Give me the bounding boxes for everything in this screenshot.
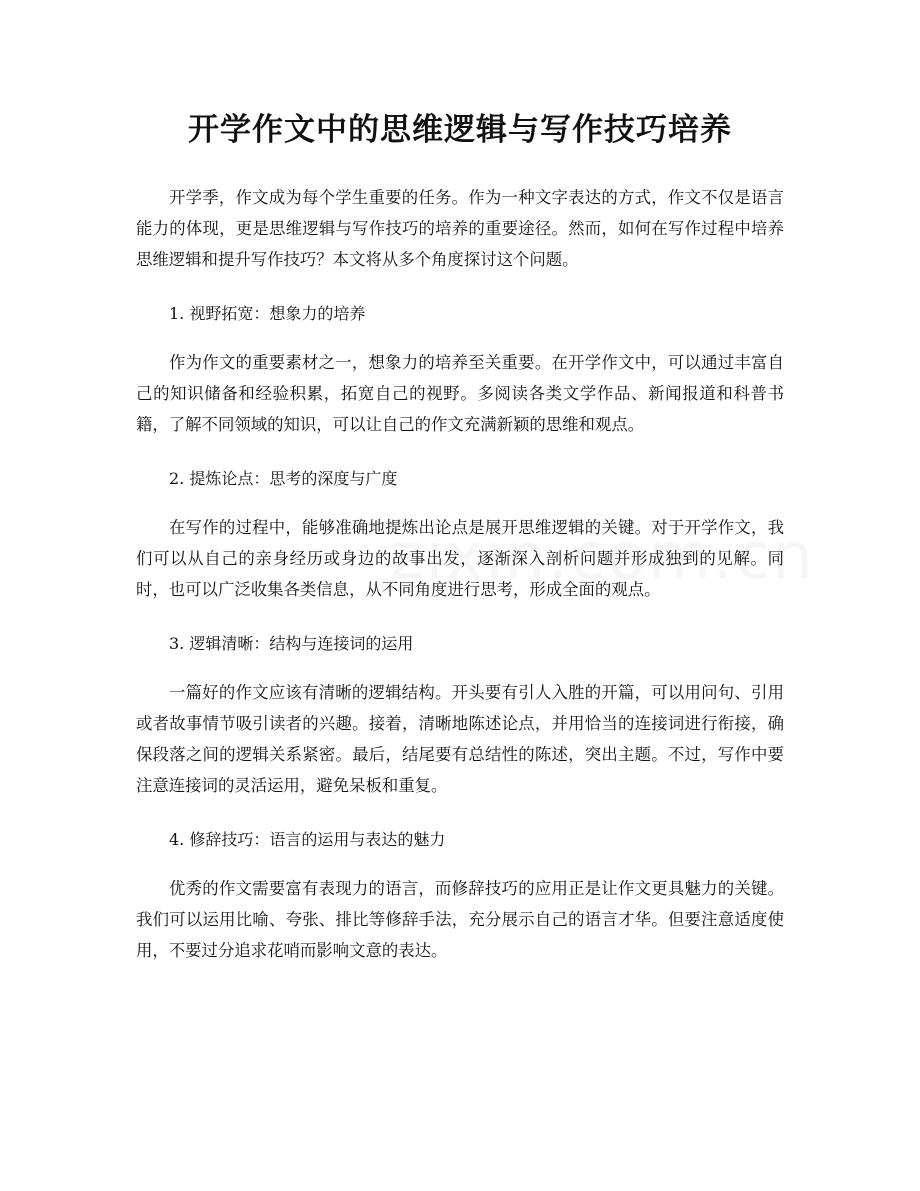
section-body-2: 在写作的过程中，能够准确地提炼出论点是展开思维逻辑的关键。对于开学作文，我们可以从自己的亲身经历或身边的故事出发，逐渐深入剖析问题并形成独到的见解。同时，也可以广泛收集各类信息，从不同角度进行思考，形成全面的观点。	[136, 518, 784, 599]
section-body-3: 一篇好的作文应该有清晰的逻辑结构。开头要有引人入胜的开篇，可以用问句、引用或者故事情节吸引读者的兴趣。接着，清晰地陈述论点，并用恰当的连接词进行衔接，确保段落之间的逻辑关系紧密。最后，结尾要有总结性的陈述，突出主题。不过，写作中要注意连接词的灵活运用，避免呆板和重复。	[136, 683, 784, 795]
section-body-1: 作为作文的重要素材之一，想象力的培养至关重要。在开学作文中，可以通过丰富自己的知识储备和经验积累，拓宽自己的视野。多阅读各类文学作品、新闻报道和科普书籍，了解不同领域的知识，可以让自己的作文充满新颖的思维和观点。	[136, 353, 784, 434]
section-body-4: 优秀的作文需要富有表现力的语言，而修辞技巧的应用正是让作文更具魅力的关键。我们可以运用比喻、夸张、排比等修辞手法，充分展示自己的语言才华。但要注意适度使用，不要过分追求花哨而影响文意的表达。	[136, 879, 784, 960]
section-heading-3: 3. 逻辑清晰：结构与连接词的运用	[169, 634, 414, 653]
section-heading-1: 1. 视野拓宽：想象力的培养	[169, 304, 366, 323]
section-heading-4: 4. 修辞技巧：语言的运用与表达的魅力	[169, 830, 446, 849]
intro-paragraph: 开学季，作文成为每个学生重要的任务。作为一种文字表达的方式，作文不仅是语言能力的体现，更是思维逻辑与写作技巧的培养的重要途径。然而，如何在写作过程中培养思维逻辑和提升写作技巧？本文将从多个角度探讨这个问题。	[136, 188, 784, 269]
page-title: 开学作文中的思维逻辑与写作技巧培养	[188, 112, 732, 148]
document-body	[136, 182, 784, 966]
section-heading-2: 2. 提炼论点：思考的深度与广度	[169, 469, 398, 488]
